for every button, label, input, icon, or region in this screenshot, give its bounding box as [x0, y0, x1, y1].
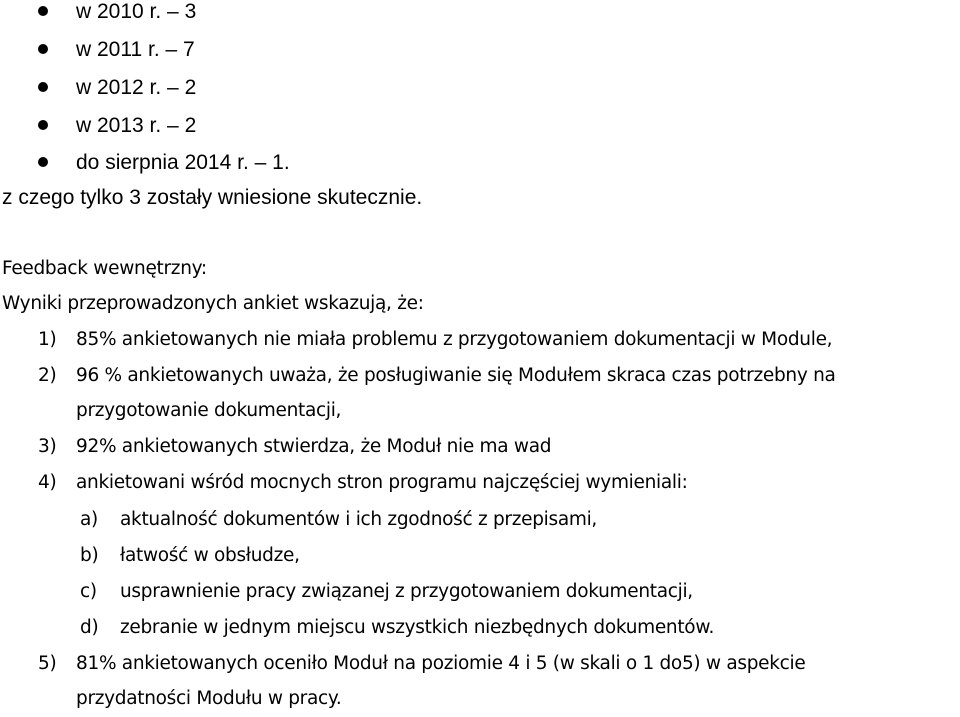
- sublist-item: aktualność dokumentów i ich zgodność z przepisami,: [120, 509, 598, 530]
- subitem-letter: a): [80, 509, 98, 530]
- bullet-dot: [38, 82, 48, 92]
- item-number: 2): [38, 365, 57, 386]
- survey-intro: Wyniki przeprowadzonych ankiet wskazują, że:: [2, 293, 424, 314]
- feedback-heading: Feedback wewnętrzny:: [2, 258, 207, 279]
- bullet-item: do sierpnia 2014 r. – 1.: [76, 151, 290, 174]
- subitem-letter: c): [80, 581, 97, 602]
- item-number: 5): [38, 653, 57, 674]
- bullet-item: w 2013 r. – 2: [76, 114, 197, 137]
- summary-text: z czego tylko 3 zostały wniesione skutecznie.: [2, 186, 423, 209]
- sublist-item: zebranie w jednym miejscu wszystkich niezbędnych dokumentów.: [120, 617, 715, 638]
- bullet-dot: [38, 157, 48, 167]
- list-item: ankietowani wśród mocnych stron programu najczęściej wymieniali:: [76, 472, 688, 493]
- list-item: 85% ankietowanych nie miała problemu z przygotowaniem dokumentacji w Module,: [76, 329, 833, 350]
- bullet-dot: [38, 44, 48, 54]
- item-number: 1): [38, 329, 57, 350]
- bullet-dot: [38, 120, 48, 130]
- bullet-item: w 2012 r. – 2: [76, 76, 197, 99]
- subitem-letter: d): [80, 617, 99, 638]
- bullet-item: w 2010 r. – 3: [76, 0, 197, 23]
- item-number: 4): [38, 472, 57, 493]
- bullet-item: w 2011 r. – 7: [76, 38, 195, 61]
- list-item-continuation: przydatności Modułu w pracy.: [76, 688, 342, 709]
- bullet-dot: [38, 6, 48, 16]
- list-item: 96 % ankietowanych uważa, że posługiwanie się Modułem skraca czas potrzebny na: [76, 365, 836, 386]
- sublist-item: łatwość w obsłudze,: [120, 545, 300, 566]
- item-number: 3): [38, 436, 57, 457]
- subitem-letter: b): [80, 545, 99, 566]
- list-item: 92% ankietowanych stwierdza, że Moduł nie ma wad: [76, 436, 552, 457]
- list-item: 81% ankietowanych oceniło Moduł na poziomie 4 i 5 (w skali o 1 do5) w aspekcie: [76, 653, 806, 674]
- sublist-item: usprawnienie pracy związanej z przygotowaniem dokumentacji,: [120, 581, 693, 602]
- list-item-continuation: przygotowanie dokumentacji,: [76, 400, 342, 421]
